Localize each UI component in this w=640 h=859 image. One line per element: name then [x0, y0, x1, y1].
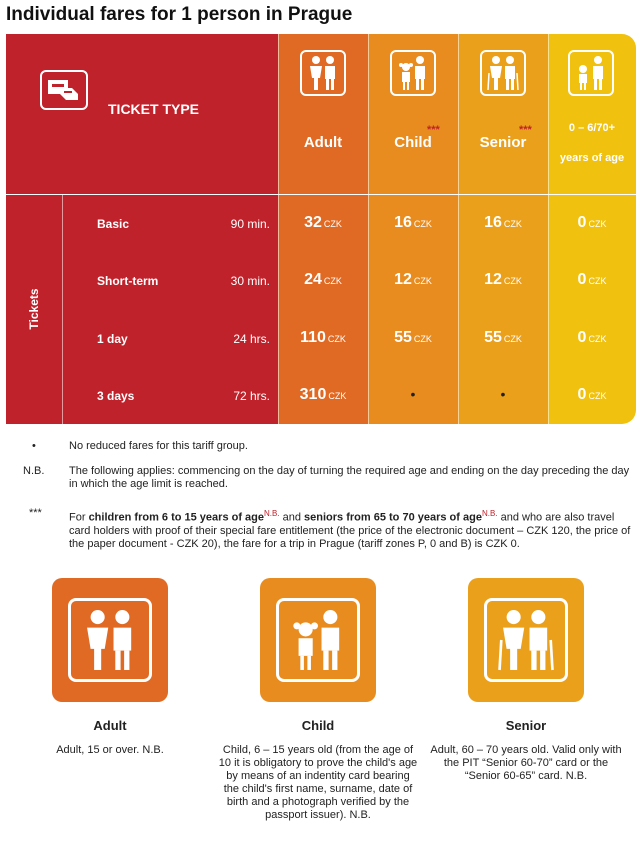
- price-cell: [368, 329, 458, 347]
- note-no-reduced: [6, 440, 636, 454]
- column-label-child: Child: [394, 134, 432, 151]
- currency: CZK: [588, 334, 607, 344]
- note-bold-seniors: seniors from 65 to 70 years of age: [304, 511, 482, 524]
- free-age-range: 0 – 6/70+: [568, 122, 616, 134]
- note-bold-children: children from 6 to 15 years of age: [88, 511, 265, 524]
- profile-desc: Child, 6 – 15 years old (from the age of 10 it is obligatory to prove the child's age by means of an indentity card bearing the child's first name, surname, date of birth and a photograph verified by the passport issuer). N.B.: [218, 744, 418, 821]
- ticket-icon: [40, 70, 88, 110]
- price-value: 110: [300, 329, 326, 346]
- row-duration: 90 min.: [230, 217, 270, 231]
- currency: CZK: [503, 219, 522, 229]
- no-fare-dot: •: [410, 386, 416, 402]
- currency: CZK: [588, 219, 607, 229]
- fare-table: [6, 34, 636, 424]
- note-mark: •: [32, 440, 36, 452]
- currency: CZK: [327, 334, 346, 344]
- price-cell: [458, 329, 548, 347]
- no-fare-dot: •: [500, 386, 506, 402]
- child-profile-icon-tile: [260, 578, 376, 702]
- note-sup: N.B.: [481, 509, 498, 518]
- profile-name: Senior: [505, 718, 547, 733]
- parent-child-icon: [276, 598, 360, 682]
- parent-child-icon: [390, 50, 436, 96]
- price-value: 12: [394, 271, 412, 288]
- price-value: 24: [304, 271, 322, 288]
- price-value: 0: [577, 386, 587, 403]
- profile-desc: Adult, 15 or over. N.B.: [56, 744, 164, 756]
- column-label-adult: Adult: [303, 134, 343, 151]
- note-text-part: For: [69, 511, 89, 524]
- profile-name: Adult: [93, 718, 127, 733]
- page-title: Individual fares for 1 person in Prague: [6, 4, 353, 25]
- profile-name: Child: [301, 718, 335, 733]
- price-value: 55: [484, 329, 502, 346]
- note-text: [69, 507, 636, 551]
- tickets-group-label: Tickets: [27, 288, 41, 330]
- price-cell: [458, 271, 548, 289]
- senior-profile-icon-tile: [468, 578, 584, 702]
- note-text-part: and: [279, 511, 305, 524]
- price-cell: [278, 386, 368, 404]
- currency: CZK: [323, 276, 342, 286]
- note-text-part: and who are also travel card holders with proof of their special fare entitlement (the price of the electronic document – CZK 120, the price of the paper document - CZK 20), the fare for a trip in Prague (tariff zones P, 0 and B) is CZK 0.: [69, 511, 631, 550]
- row-duration: 24 hrs.: [233, 332, 270, 346]
- child-stars: ***: [427, 124, 440, 136]
- column-label-senior: Senior: [479, 134, 527, 151]
- header-divider: [6, 194, 636, 195]
- price-value: 16: [394, 214, 412, 231]
- note-text: The following applies: commencing on the day of turning the required age and ending on the day preceding the day in which the age limit is reached.: [69, 465, 630, 490]
- currency: CZK: [413, 276, 432, 286]
- note-mark: N.B.: [23, 465, 45, 477]
- adult-profile-icon-tile: [52, 578, 168, 702]
- row-duration: 30 min.: [230, 274, 270, 288]
- price-value: 0: [577, 214, 587, 231]
- senior-couple-icon: [484, 598, 568, 682]
- row-name: 3 days: [97, 389, 135, 403]
- note-stars: [6, 507, 636, 563]
- price-value: 0: [577, 329, 587, 346]
- note-text: No reduced fares for this tariff group.: [69, 440, 248, 452]
- note-nb: [6, 465, 636, 493]
- adult-couple-icon: [68, 598, 152, 682]
- price-value: 16: [484, 214, 502, 231]
- child-adult-icon: [568, 50, 614, 96]
- price-cell: [548, 271, 636, 289]
- ticket-type-label: TICKET TYPE: [108, 101, 200, 117]
- price-value: 55: [394, 329, 412, 346]
- profile-desc: Adult, 60 – 70 years old. Valid only with the PIT “Senior 60-70” card or the “Senior 60-65” card. N.B.: [430, 744, 622, 782]
- price-cell: [458, 214, 548, 232]
- price-value: 12: [484, 271, 502, 288]
- row-name: Basic: [97, 217, 130, 231]
- currency: CZK: [323, 219, 342, 229]
- currency: CZK: [503, 276, 522, 286]
- currency: CZK: [588, 276, 607, 286]
- senior-couple-icon: [480, 50, 526, 96]
- price-value: 310: [299, 386, 327, 403]
- currency: CZK: [588, 391, 607, 401]
- currency: CZK: [503, 334, 522, 344]
- price-cell: [278, 214, 368, 232]
- senior-stars: ***: [519, 124, 532, 136]
- currency: CZK: [413, 219, 432, 229]
- row-name: Short-term: [97, 274, 159, 288]
- price-cell: [278, 271, 368, 289]
- currency: CZK: [328, 391, 347, 401]
- price-value: 32: [304, 214, 322, 231]
- price-cell: [548, 329, 636, 347]
- price-cell: [278, 329, 368, 347]
- note-sup: N.B.: [264, 509, 280, 518]
- price-value: 0: [577, 271, 587, 288]
- price-cell: [368, 271, 458, 289]
- price-cell: [548, 214, 636, 232]
- note-mark: ***: [29, 507, 42, 519]
- group-divider: [62, 195, 63, 424]
- price-cell: [548, 386, 636, 404]
- currency: CZK: [413, 334, 432, 344]
- adult-couple-icon: [300, 50, 346, 96]
- row-duration: 72 hrs.: [233, 389, 270, 403]
- price-cell: [368, 214, 458, 232]
- free-age-unit: years of age: [559, 152, 625, 164]
- row-name: 1 day: [97, 332, 128, 346]
